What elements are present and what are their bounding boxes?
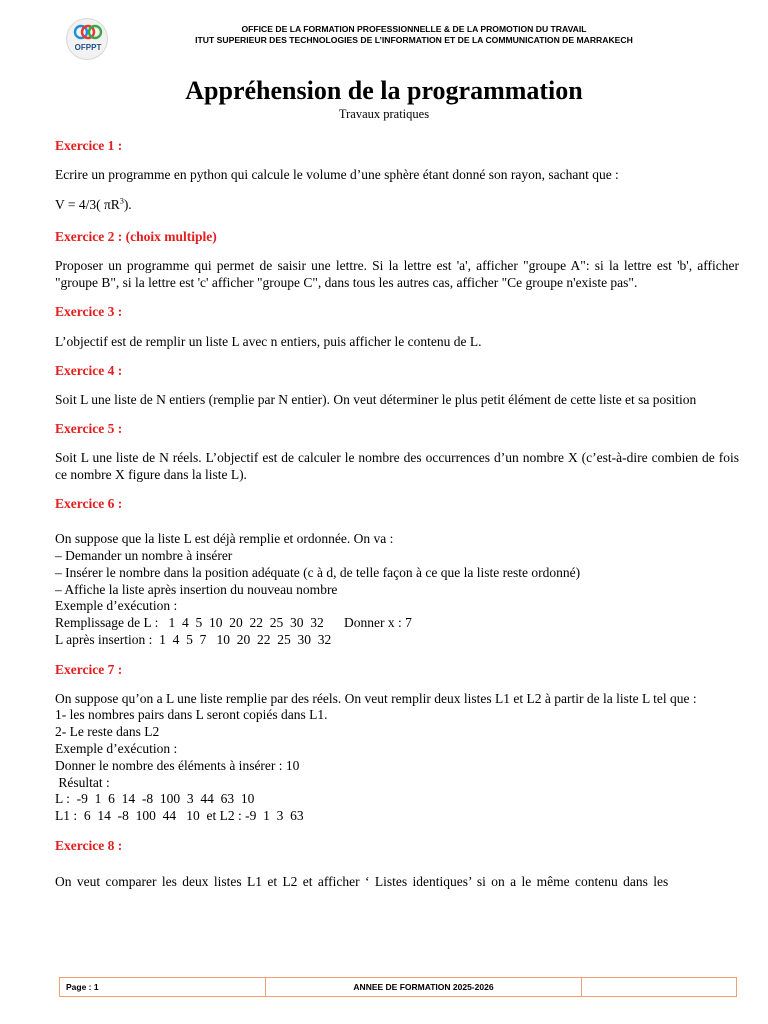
exercise-4-text: Soit L une liste de N entiers (remplie par N entier). On veut déterminer le plus petit élément de cette liste et sa position (55, 392, 697, 408)
exercise-3-title: Exercice 3 : (55, 303, 123, 319)
exercise-6-title: Exercice 6 : (55, 496, 123, 512)
exercise-2-title: Exercice 2 : (choix multiple) (55, 229, 217, 245)
exercise-7-line: Résultat : (55, 774, 110, 790)
exercise-7-intro: On suppose qu’on a L une liste remplie par des réels. On veut remplir deux listes L1 et L2 à partir de la liste L tel que : (55, 690, 697, 706)
exercise-1-formula (55, 197, 739, 214)
exercise-5-title: Exercice 5 : (55, 420, 123, 436)
exercise-1-text: Ecrire un programme en python qui calcule le volume d’une sphère étant donné son rayon, sachant que : (55, 166, 619, 182)
exercise-7-title: Exercice 7 : (55, 661, 123, 677)
exercise-6-line: On suppose que la liste L est déjà remplie et ordonnée. On va : (55, 531, 394, 547)
exercise-8-text: On veut comparer les deux listes L1 et L2 et afficher ‘ Listes identiques’ si on a le même contenu dans les (55, 873, 669, 889)
exercise-6-line: – Insérer le nombre dans la position adéquate (c à d, de telle façon à ce que la liste reste ordonné) (55, 564, 581, 580)
exercise-7-line: Exemple d’exécution : (55, 740, 178, 756)
logo-text: OFPPT (74, 43, 102, 52)
exercise-5-text: Soit L une liste de N réels. L’objectif est de calculer le nombre des occurrences d’un nombre X (c’est-à-dire combien de fois ce nombre X figure dans la liste L). (55, 449, 739, 482)
exercise-6-line: – Demander un nombre à insérer (55, 547, 233, 563)
footer-page-number: Page : 1 (60, 978, 266, 996)
exercise-content (55, 138, 739, 891)
organization-name (114, 24, 714, 46)
exercise-7-line: 2- Le reste dans L2 (55, 724, 160, 740)
exercise-6-line: – Affiche la liste après insertion du nouveau nombre (55, 581, 338, 597)
exercise-6-line: L après insertion : 1 4 5 7 10 20 22 25 30 32 (55, 631, 332, 647)
org-line-1: OFFICE DE LA FORMATION PROFESSIONNELLE & DE LA PROMOTION DU TRAVAIL (241, 24, 587, 34)
exercise-7-line: 1- les nombres pairs dans L seront copiés dans L1. (55, 707, 328, 723)
exercise-4-title: Exercice 4 : (55, 363, 123, 379)
page-header (64, 18, 744, 62)
logo-emblem-icon (73, 23, 103, 41)
exercise-7-line: L1 : 6 14 -8 100 44 10 et L2 : -9 1 3 63 (55, 808, 304, 824)
exercise-1-title: Exercice 1 : (55, 138, 123, 153)
exercise-2-text: Proposer un programme qui permet de saisir une lettre. Si la lettre est 'a', afficher "groupe A": si la lettre est 'b', afficher "groupe B", si la lettre est 'c' afficher "groupe C", dans tous les autres cas, afficher "Ce groupe n'existe pas". (55, 258, 739, 290)
ofppt-logo (66, 18, 108, 60)
exercise-7-body (55, 691, 739, 825)
formula-main: V = 4/3( πR (55, 196, 120, 212)
org-line-2: ITUT SUPERIEUR DES TECHNOLOGIES DE L’INFORMATION ET DE LA COMMUNICATION DE MARRAKECH (195, 35, 633, 45)
exercise-6-line: Remplissage de L : 1 4 5 10 20 22 25 30 32 Donner x : 7 (55, 615, 412, 631)
page-footer (59, 977, 737, 997)
page-title: Appréhension de la programmation (185, 76, 583, 105)
footer-training-year: ANNEE DE FORMATION 2025-2026 (266, 978, 582, 996)
page-subtitle: Travaux pratiques (338, 107, 430, 121)
formula-exponent: 3 (119, 196, 124, 206)
exercise-6-body (55, 531, 739, 649)
exercise-3-text: L’objectif est de remplir un liste L avec n entiers, puis afficher le contenu de L. (55, 333, 482, 349)
formula-end: ). (123, 196, 132, 212)
exercise-8-title: Exercice 8 : (55, 837, 123, 853)
footer-empty-cell (582, 978, 736, 996)
exercise-7-line: Donner le nombre des éléments à insérer : 10 (55, 757, 300, 773)
exercise-6-line: Exemple d’exécution : (55, 598, 178, 614)
exercise-7-line: L : -9 1 6 14 -8 100 3 44 63 10 (55, 791, 255, 807)
